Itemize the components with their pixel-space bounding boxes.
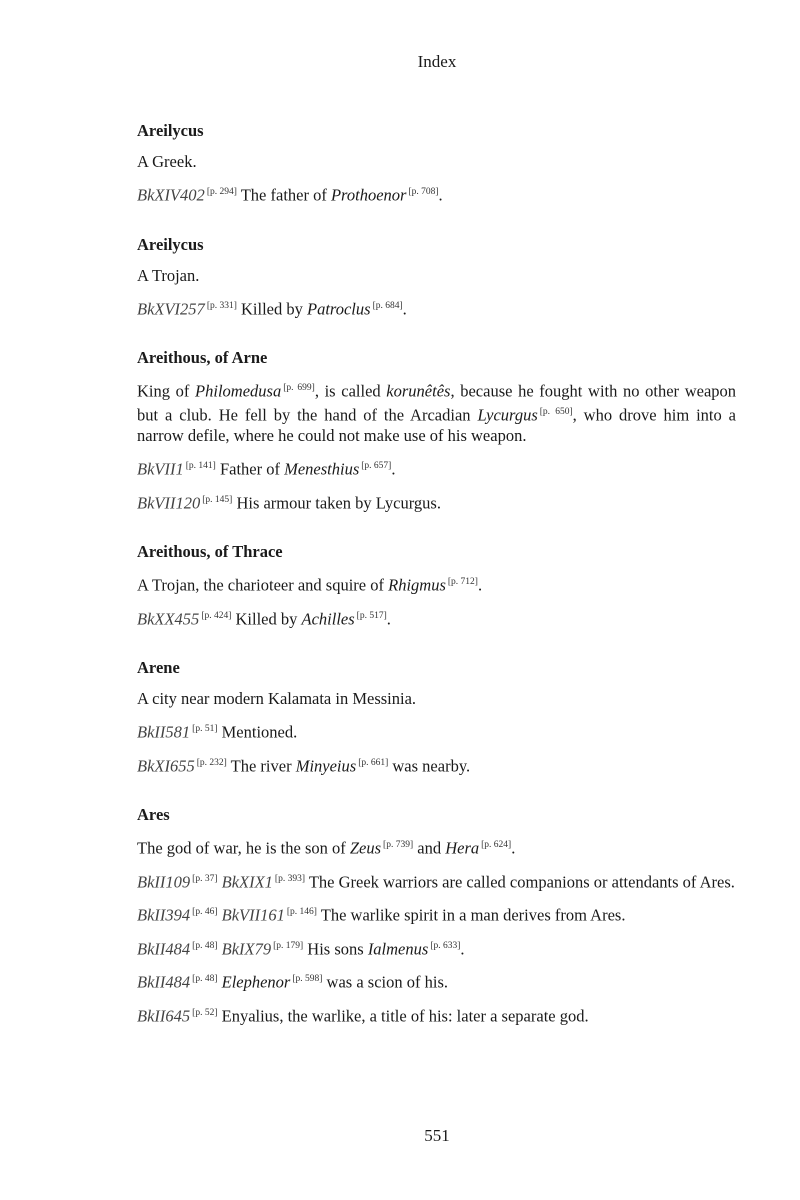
entry-description: A Trojan. xyxy=(137,265,200,285)
reference-text: The warlike spirit in a man derives from Ares. xyxy=(316,905,626,925)
index-entry-areithous-thrace xyxy=(137,541,736,629)
description-text: A Trojan, the charioteer and squire of xyxy=(137,575,389,595)
name-link[interactable]: Zeus xyxy=(349,838,382,858)
description-text: , who drove him into a narrow defile, where he could not make use of his weapon. xyxy=(137,405,736,445)
book-reference-link[interactable]: BkXX455 xyxy=(137,609,200,628)
index-entry-ares xyxy=(137,804,736,1026)
entry-reference xyxy=(137,606,736,630)
index-entry-areithous-arne xyxy=(137,347,736,513)
entry-description xyxy=(137,835,736,859)
reference-text: The father of xyxy=(236,185,331,205)
book-reference-link[interactable]: BkII581 xyxy=(137,722,191,742)
greek-term: korunêtês xyxy=(386,381,451,401)
description-text: The god of war, he is the son of xyxy=(137,838,350,858)
entry-reference xyxy=(137,296,736,320)
name-link[interactable]: Lycurgus xyxy=(477,405,538,424)
reference-text: Mentioned. xyxy=(217,722,298,742)
book-reference-link[interactable]: BkXIV402 xyxy=(137,185,205,205)
entry-title: Ares xyxy=(137,805,170,824)
index-entry-areilycus-trojan xyxy=(137,234,736,320)
description-text: . xyxy=(477,575,483,595)
entry-description xyxy=(137,572,736,596)
entry-title: Arene xyxy=(137,658,180,677)
page-marker: [p. 232] xyxy=(196,757,227,768)
entry-title: Areilycus xyxy=(137,234,204,254)
reference-text: . xyxy=(386,609,391,628)
name-link[interactable]: Prothoenor xyxy=(330,185,407,205)
page-marker: [p. 141] xyxy=(185,461,216,471)
page-marker: [p. 52] xyxy=(192,1007,218,1018)
page-marker: [p. 598] xyxy=(292,974,323,984)
name-link[interactable]: Ialmenus xyxy=(367,939,429,958)
page-marker: [p. 650] xyxy=(539,406,573,417)
book-reference-link[interactable]: BkII109 xyxy=(137,872,191,891)
page-marker: [p. 633] xyxy=(430,940,461,951)
reference-text: Killed by xyxy=(231,609,302,628)
entry-reference xyxy=(137,490,736,514)
page-marker: [p. 712] xyxy=(447,577,478,587)
reference-text: . xyxy=(438,185,443,205)
index-entry-areilycus-greek xyxy=(137,120,736,206)
page-marker: [p. 51] xyxy=(192,724,218,734)
entry-title: Areithous, of Arne xyxy=(137,348,268,367)
reference-text: Father of xyxy=(215,459,285,479)
entry-reference xyxy=(137,969,736,993)
index-content xyxy=(137,120,736,1054)
book-reference-link[interactable]: BkVII1 xyxy=(137,459,184,479)
description-text: , because he fought with no other weapon but a club. He fell by the hand of the Arcadian xyxy=(137,381,737,424)
book-reference-link[interactable]: BkIX79 xyxy=(221,939,272,958)
description-text: . xyxy=(511,838,516,858)
reference-text: was nearby. xyxy=(388,756,471,775)
page-marker: [p. 48] xyxy=(192,974,218,984)
entry-reference xyxy=(137,936,736,960)
reference-text: . xyxy=(460,939,465,958)
entry-reference xyxy=(137,456,736,480)
reference-text: Enyalius, the warlike, a title of his: later a separate god. xyxy=(217,1006,589,1025)
page-marker: [p. 393] xyxy=(274,873,305,884)
reference-text: . xyxy=(391,459,396,479)
entry-description: A city near modern Kalamata in Messinia. xyxy=(137,689,417,708)
book-reference-link[interactable]: BkXI655 xyxy=(137,756,195,775)
book-reference-link[interactable]: BkII484 xyxy=(137,939,191,958)
page-marker: [p. 708] xyxy=(408,187,439,197)
reference-text: Killed by xyxy=(236,299,308,318)
entry-title: Areilycus xyxy=(137,121,204,140)
page-marker: [p. 331] xyxy=(206,300,237,311)
page-marker: [p. 657] xyxy=(361,461,392,471)
book-reference-link[interactable]: BkII484 xyxy=(137,972,191,992)
book-reference-link[interactable]: BkII394 xyxy=(137,905,191,925)
description-text: and xyxy=(413,838,446,858)
description-text: King of xyxy=(137,381,196,401)
reference-text: was a scion of his. xyxy=(322,972,448,992)
page-marker: [p. 46] xyxy=(192,907,218,917)
name-link[interactable]: Menesthius xyxy=(284,459,360,479)
page-marker: [p. 699] xyxy=(283,383,315,393)
name-link[interactable]: Philomedusa xyxy=(195,381,282,401)
page-marker: [p. 37] xyxy=(192,873,218,884)
page-marker: [p. 179] xyxy=(273,940,304,951)
name-link[interactable]: Rhigmus xyxy=(388,575,446,595)
entry-description xyxy=(137,378,736,446)
entry-reference xyxy=(137,719,736,743)
book-reference-link[interactable]: BkVII120 xyxy=(137,493,201,512)
index-entry-arene xyxy=(137,657,736,776)
entry-reference xyxy=(137,869,736,893)
name-link[interactable]: Patroclus xyxy=(307,299,371,318)
page-number: 551 xyxy=(424,1126,450,1145)
reference-text: The Greek warriors are called companions or attendants of Ares. xyxy=(305,872,735,891)
page-marker: [p. 739] xyxy=(383,840,414,850)
page-marker: [p. 48] xyxy=(192,940,218,951)
name-link[interactable]: Achilles xyxy=(301,609,355,628)
book-reference-link[interactable]: BkII645 xyxy=(137,1006,191,1025)
page-marker: [p. 145] xyxy=(202,494,233,505)
reference-text: His sons xyxy=(303,939,368,958)
description-text: , is called xyxy=(314,381,387,401)
entry-reference xyxy=(137,902,736,926)
reference-text: . xyxy=(402,299,407,318)
reference-text: The river xyxy=(226,756,296,775)
entry-description: A Greek. xyxy=(137,152,197,171)
page-marker: [p. 294] xyxy=(206,187,237,197)
page-marker: [p. 146] xyxy=(286,907,317,917)
entry-reference xyxy=(137,1003,736,1027)
page-marker: [p. 517] xyxy=(356,610,387,621)
book-reference-link[interactable]: BkXVI257 xyxy=(137,299,205,318)
name-link[interactable]: Minyeius xyxy=(295,756,357,775)
running-header: Index xyxy=(417,52,457,71)
entry-reference xyxy=(137,182,736,206)
name-link[interactable]: Elephenor xyxy=(221,972,291,992)
page-marker: [p. 661] xyxy=(358,757,389,768)
book-reference-link[interactable]: BkXIX1 xyxy=(221,872,273,891)
reference-text: His armour taken by Lycurgus. xyxy=(232,493,441,512)
page-marker: [p. 684] xyxy=(372,300,403,311)
book-reference-link[interactable]: BkVII161 xyxy=(221,905,285,925)
name-link[interactable]: Hera xyxy=(445,838,480,858)
entry-title: Areithous, of Thrace xyxy=(137,542,283,561)
page-marker: [p. 624] xyxy=(481,840,512,850)
page-marker: [p. 424] xyxy=(201,610,232,621)
entry-reference xyxy=(137,753,736,777)
